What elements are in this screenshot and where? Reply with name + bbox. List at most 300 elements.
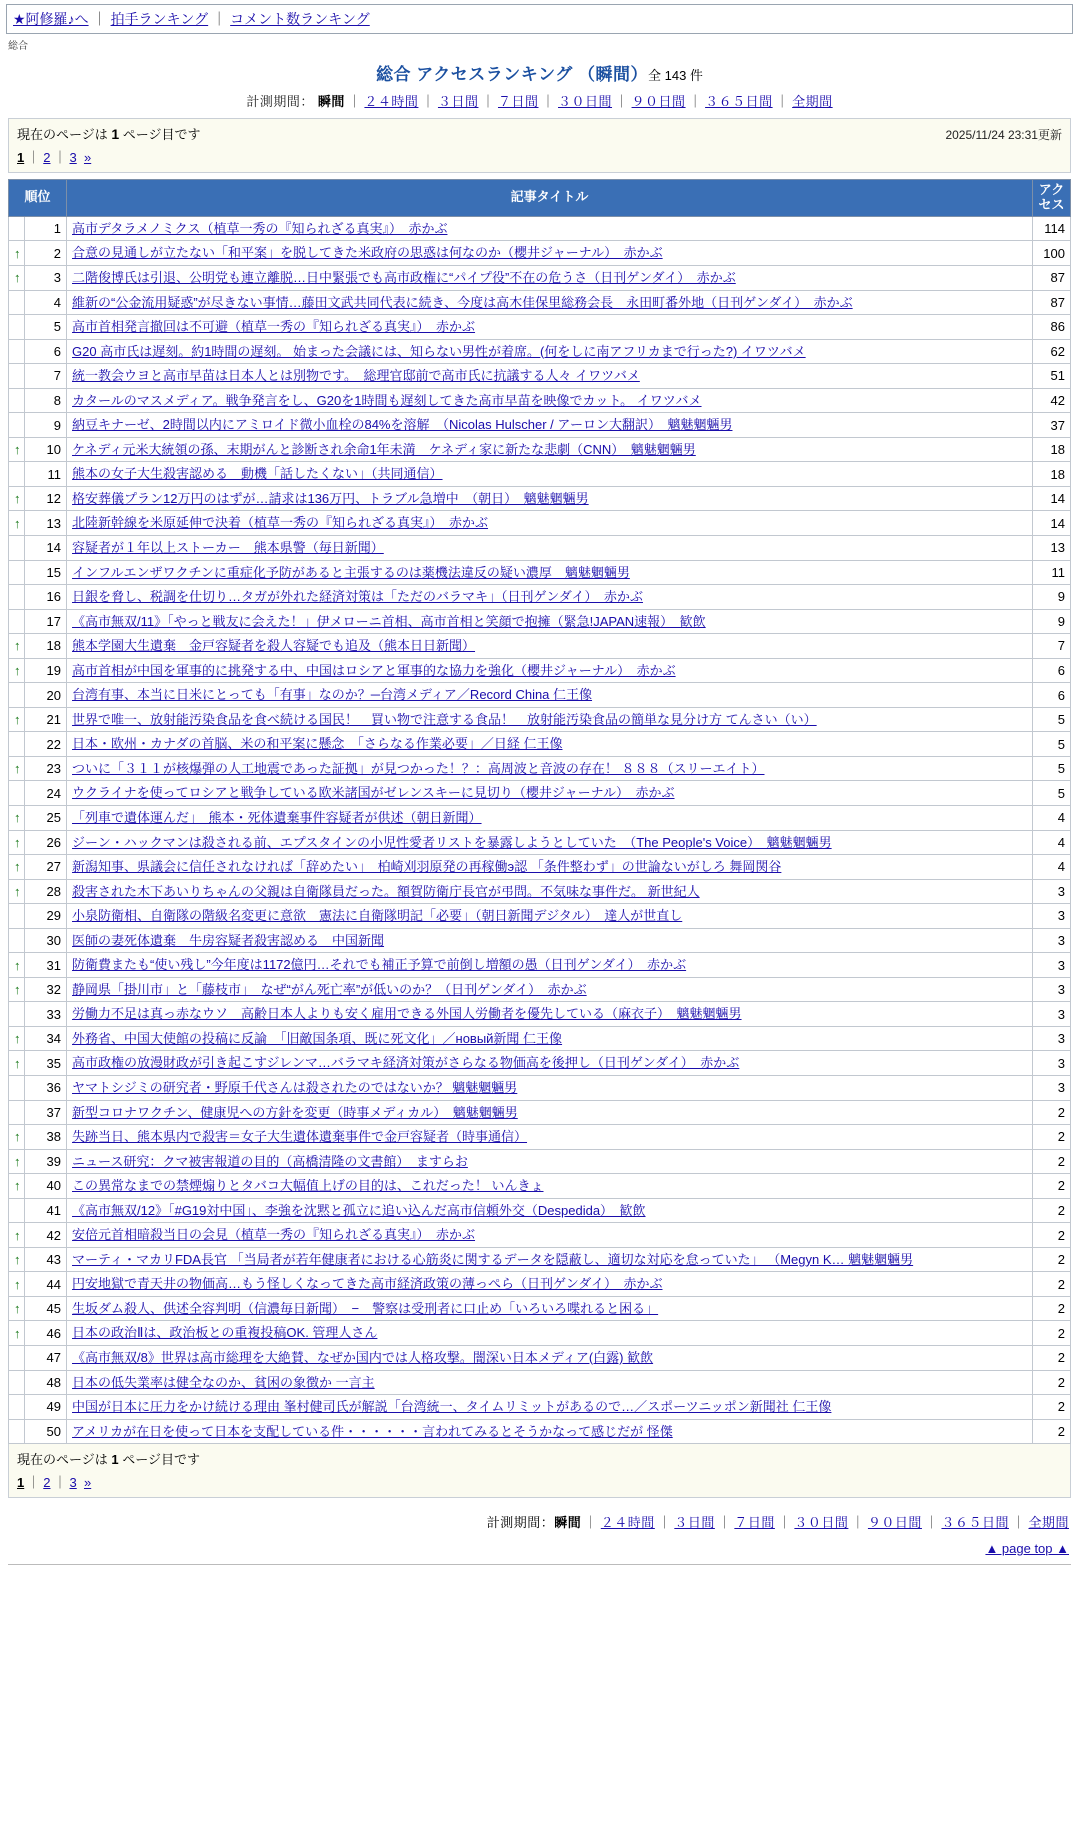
table-row [9,486,1071,511]
table-row [9,241,1071,266]
table-row [9,265,1071,290]
rank-number: 32 [25,977,67,1002]
article-title-cell [67,707,1033,732]
rank-number: 23 [25,756,67,781]
access-count: 3 [1033,1026,1071,1051]
period-selector-top[interactable] [0,91,1079,110]
access-count: 3 [1033,977,1071,1002]
access-count: 2 [1033,1100,1071,1125]
bottom-divider [8,1564,1071,1565]
access-count: 87 [1033,290,1071,315]
home-link[interactable]: ★阿修羅♪へ [13,11,89,27]
period-option-30d[interactable]: ３０日間 [558,94,613,109]
table-row [9,413,1071,438]
table-row [9,315,1071,340]
page-title-wrap [0,60,1079,85]
access-count: 2 [1033,1296,1071,1321]
header-access: アクセス [1033,180,1071,217]
article-title-link[interactable]: 納豆キナーゼ、2時間以内にアミロイド微小血栓の84%を溶解 （Nicolas Hulscher / アーロン大翻訳） 魑魅魍魎男 [72,417,733,433]
access-count: 37 [1033,413,1071,438]
table-row [9,585,1071,610]
header-title: 記事タイトル [67,180,1033,217]
rank-up-arrow-icon: ↑ [9,437,25,462]
article-title-cell [67,634,1033,659]
rank-number: 43 [25,1247,67,1272]
period-option-7d[interactable]: ７日間 [497,94,539,109]
rank-up-arrow-icon [9,1346,25,1371]
ranking-table [8,179,1071,1444]
rank-number: 47 [25,1346,67,1371]
article-title-link[interactable]: 高市デタラメノミクス（植草一秀の『知られざる真実』） 赤かぶ [72,220,448,236]
table-row [9,1223,1071,1248]
table-row [9,511,1071,536]
article-title-cell [67,388,1033,413]
article-title-link[interactable]: 台湾有事、本当に日米にとっても「有事」なのか？─台湾メディア／Record China 仁王像 [72,687,593,703]
current-page-text-bottom [17,1449,1062,1468]
article-title-cell [67,609,1033,634]
rank-number: 36 [25,1076,67,1101]
period-option-90d-bottom[interactable]: ９０日間 [867,1515,922,1531]
article-title-cell [67,585,1033,610]
article-title-cell [67,1198,1033,1223]
rank-up-arrow-icon: ↑ [9,756,25,781]
article-title-link[interactable]: 容疑者が１年以上ストーカー 熊本県警（毎日新聞） [72,539,384,555]
access-count: 2 [1033,1419,1071,1444]
page-3-link[interactable]: 3 [69,150,77,165]
rank-up-arrow-icon: ↑ [9,511,25,536]
article-title-link[interactable]: 安倍元首相暗殺当日の会見（植草一秀の『知られざる真実』） 赤かぶ [72,1227,476,1243]
rank-number: 30 [25,928,67,953]
table-row [9,879,1071,904]
page-1-current: 1 [17,150,25,165]
article-title-link[interactable]: 殺害された木下あいりちゃんの父親は自衛隊員だった。額賀防衛庁長官が弔問。不気味な事件だ。 新世紀人 [72,883,700,899]
article-title-cell [67,1321,1033,1346]
table-row [9,1395,1071,1420]
page-2-link-bottom[interactable]: 2 [43,1475,51,1491]
article-title-cell [67,683,1033,708]
rank-up-arrow-icon [9,1198,25,1223]
table-row [9,1272,1071,1297]
article-title-cell [67,1395,1033,1420]
access-count: 3 [1033,953,1071,978]
access-count: 5 [1033,732,1071,757]
article-title-link[interactable]: 高市政権の放漫財政が引き起こすジレンマ…バラマキ経済対策がさらなる物価高を後押し（日刊ゲンダイ） 赤かぶ [72,1055,740,1071]
article-title-cell [67,1026,1033,1051]
rank-number: 50 [25,1419,67,1444]
access-count: 2 [1033,1321,1071,1346]
period-option-3d-bottom[interactable]: ３日間 [674,1515,715,1531]
rank-up-arrow-icon [9,462,25,487]
article-title-link[interactable]: 日本・欧州・カナダの首脳、米の和平案に懸念 「さらなる作業必要」／日経 仁王像 [72,736,563,752]
article-title-link[interactable]: 「列車で遺体運んだ」 熊本・死体遺棄事件容疑者が供述（朝日新聞） [72,810,482,825]
rank-number: 24 [25,781,67,806]
article-title-link[interactable]: カタールのマスメディア。戦争発言をし、G20を1時間も遅刻してきた高市早苗を映像でカット。 イワツバメ [72,392,702,408]
current-page-number-bottom: 1 [111,1452,119,1468]
article-title-link[interactable]: マーティ・マカリFDA長官 「当局者が若年健康者における心筋炎に関するデータを隠蔽し、適切な対応を怠っていた」 （Megyn K… 魑魅魍魎男 [72,1251,914,1267]
page-2-link[interactable]: 2 [43,150,51,165]
article-title-cell [67,241,1033,266]
rank-number: 34 [25,1026,67,1051]
header-rank: 順位 [9,180,67,217]
rank-up-arrow-icon [9,315,25,340]
article-title-link[interactable]: G20 高市氏は遅刻。約1時間の遅刻。 始まった会議には、知らない男性が着席。(何をしに南アフリカまで行った?) イワツバメ [72,343,806,359]
access-count: 42 [1033,388,1071,413]
access-count: 2 [1033,1247,1071,1272]
rank-number: 21 [25,707,67,732]
rank-up-arrow-icon [9,781,25,806]
rank-up-arrow-icon: ↑ [9,1174,25,1199]
period-option-24h-bottom[interactable]: ２４時間 [600,1515,655,1531]
period-bar: ｜ [347,94,362,109]
table-row [9,1100,1071,1125]
access-count: 4 [1033,806,1071,831]
article-title-link[interactable]: 合意の見通しが立たない「和平案」を脱してきた米政府の思惑は何なのか（櫻井ジャーナル） 赤かぶ [72,245,663,261]
article-title-cell [67,756,1033,781]
rank-up-arrow-icon: ↑ [9,707,25,732]
table-row [9,1198,1071,1223]
total-count: 全 143 件 [648,68,703,83]
article-title-cell [67,486,1033,511]
rank-number: 13 [25,511,67,536]
period-bar: ｜ [421,94,435,109]
period-current: 瞬間 [317,94,345,109]
access-count: 14 [1033,511,1071,536]
rank-number: 45 [25,1296,67,1321]
period-option-all[interactable]: 全期間 [792,94,833,109]
article-title-link[interactable]: 世界で唯一、放射能汚染食品を食べ続ける国民！ 買い物で注意する食品！ 放射能汚染食品の簡単な見分け方 てんさい（い） [72,711,817,727]
article-title-cell [67,535,1033,560]
article-title-cell [67,1051,1033,1076]
table-row [9,535,1071,560]
period-bar: ｜ [688,94,703,109]
table-row [9,290,1071,315]
article-title-cell [67,1100,1033,1125]
access-count: 5 [1033,707,1071,732]
article-title-link[interactable]: 熊本学園大生遺棄 金戸容疑者を殺人容疑でも追及（熊本日日新聞） [72,638,476,654]
access-count: 14 [1033,486,1071,511]
table-row [9,1026,1071,1051]
rank-up-arrow-icon [9,1076,25,1101]
rank-up-arrow-icon: ↑ [9,1051,25,1076]
rank-up-arrow-icon: ↑ [9,1296,25,1321]
article-title-link[interactable]: 失跡当日、熊本県内で殺害＝女子大生遺体遺棄事件で金戸容疑者（時事通信） [72,1129,528,1145]
period-selector-bottom[interactable] [0,1512,1069,1531]
page-bar: ｜ [53,150,67,165]
current-page-text [17,124,201,143]
rank-number: 10 [25,437,67,462]
table-row [9,437,1071,462]
rank-number: 37 [25,1100,67,1125]
rank-number: 25 [25,806,67,831]
article-title-link[interactable]: ニュース研究：クマ被害報道の目的（高橋清隆の文書館） ますらお [72,1153,468,1169]
article-title-cell [67,1296,1033,1321]
page-next-link-bottom[interactable]: » [83,1475,92,1491]
article-title-link[interactable]: 格安葬儀プラン12万円のはずが…請求は136万円、トラブル急増中 （朝日） 魑魅魍魎男 [72,490,589,506]
rank-up-arrow-icon [9,1395,25,1420]
rank-number: 12 [25,486,67,511]
table-row [9,928,1071,953]
access-count: 2 [1033,1272,1071,1297]
rank-number: 5 [25,315,67,340]
access-count: 2 [1033,1395,1071,1420]
rank-up-arrow-icon: ↑ [9,241,25,266]
rank-number: 4 [25,290,67,315]
rank-up-arrow-icon: ↑ [9,1149,25,1174]
rank-up-arrow-icon [9,413,25,438]
access-count: 5 [1033,781,1071,806]
period-option-24h[interactable]: ２４時間 [364,94,419,109]
current-page-post: ページ目です [122,127,201,142]
article-title-link[interactable]: アメリカが在日を使って日本を支配している件・・・・・・言われてみるとそうかなって感じだが 怪傑 [72,1423,673,1439]
nav-link-comment-ranking[interactable]: コメント数ランキング [230,11,370,27]
access-count: 13 [1033,535,1071,560]
article-title-link[interactable]: 日銀を脅し、税調を仕切り…タガが外れた経済対策は「ただのバラマキ」（日刊ゲンダイ） 赤かぶ [72,589,643,605]
article-title-cell [67,560,1033,585]
updated-timestamp: 2025/11/24 23:31更新 [945,128,1062,142]
article-title-link[interactable]: 労働力不足は真っ赤なウソ 高齢日本人よりも安く雇用できる外国人労働者を優先している（麻衣子） 魑魅魍魎男 [72,1006,742,1022]
access-count: 9 [1033,585,1071,610]
period-option-3d[interactable]: ３日間 [437,94,479,109]
article-title-link[interactable]: 中国が日本に圧力をかけ続ける理由 峯村健司氏が解説「台湾統一、タイムリミットがあるので…／スポーツニッポン新聞社 仁王像 [72,1399,832,1415]
access-count: 114 [1033,216,1071,241]
table-row [9,339,1071,364]
article-title-cell [67,1174,1033,1199]
period-bar: ｜ [717,1515,732,1531]
rank-up-arrow-icon: ↑ [9,1321,25,1346]
article-title-link[interactable]: 防衛費またも“使い残し”今年度は1172億円…それでも補正予算で前倒し増額の愚（日刊ゲンダイ） 赤かぶ [72,957,687,973]
table-row [9,707,1071,732]
rank-number: 1 [25,216,67,241]
nav-separator-1: ｜ [92,11,107,27]
top-navigation-bar[interactable] [6,4,1073,34]
article-title-link[interactable]: 《高市無双/8》世界は高市総理を大絶賛、なぜか国内では人格攻撃。闇深い日本メディア(白露) 歓飲 [72,1350,654,1366]
rank-number: 22 [25,732,67,757]
article-title-link[interactable]: 円安地獄で青天井の物価高…もう怪しくなってきた高市経済政策の薄っぺら（日刊ゲンダイ） 赤かぶ [72,1276,663,1292]
rank-up-arrow-icon: ↑ [9,1026,25,1051]
rank-number: 28 [25,879,67,904]
period-option-365d[interactable]: ３６５日間 [705,94,773,109]
rank-number: 15 [25,560,67,585]
article-title-cell [67,1247,1033,1272]
article-title-cell [67,1002,1033,1027]
article-title-link[interactable]: 外務省、中国大使館の投稿に反論 「旧敵国条項、既に死文化」／новый新聞 仁王像 [72,1030,563,1046]
table-row [9,658,1071,683]
article-title-link[interactable]: ついに「３１１が核爆弾の人工地震であった証拠」が見つかった！？：高周波と音波の存在！ ８８８（スリーエイト） [72,760,765,776]
nav-separator-2: ｜ [212,11,227,27]
article-title-link[interactable]: ヤマトシジミの研究者・野原千代さんは殺されたのではないか？ 魑魅魍魎男 [72,1080,518,1096]
table-row [9,364,1071,389]
article-title-cell [67,855,1033,880]
access-count: 3 [1033,1076,1071,1101]
rank-number: 8 [25,388,67,413]
rank-number: 41 [25,1198,67,1223]
rank-number: 29 [25,904,67,929]
table-row [9,1076,1071,1101]
rank-up-arrow-icon [9,904,25,929]
table-row [9,462,1071,487]
pagination-top[interactable] [17,147,1062,166]
period-bar: ｜ [777,1515,792,1531]
access-count: 2 [1033,1223,1071,1248]
article-title-link[interactable]: 医師の妻死体遺棄 牛房容疑者殺害認める 中国新聞 [72,932,385,948]
page-bar: ｜ [27,1475,41,1491]
access-count: 2 [1033,1198,1071,1223]
access-count: 87 [1033,265,1071,290]
access-count: 2 [1033,1149,1071,1174]
article-title-link[interactable]: 《高市無双/11》「やっと戦友に会えた！」伊メローニ首相、高市首相と笑顔で抱擁（緊急!JAPAN速報） 歓飲 [72,613,706,629]
access-count: 3 [1033,1051,1071,1076]
article-title-link[interactable]: 《高市無双/12》「#G19対中国」、李強を沈黙と孤立に追い込んだ高市信頼外交（Despedida） 歓飲 [72,1202,646,1218]
article-title-link[interactable]: 新型コロナワクチン、健康児への方針を変更（時事メディカル） 魑魅魍魎男 [72,1104,518,1120]
current-page-post-bottom: ページ目です [122,1452,200,1468]
rank-up-arrow-icon [9,364,25,389]
period-bar: ｜ [541,94,556,109]
rank-up-arrow-icon: ↑ [9,1125,25,1150]
page-next-link[interactable]: » [83,150,92,165]
table-row [9,216,1071,241]
period-option-365d-bottom[interactable]: ３６５日間 [941,1515,1009,1531]
article-title-link[interactable]: 新潟知事、県議会に信任されなければ「辞めたい」 柏崎刈羽原発の再稼働э認 「条件整わず」の世論ないがしろ 舞岡関谷 [72,859,782,875]
table-row [9,1321,1071,1346]
current-page-pre-bottom: 現在のページは [17,1452,108,1468]
rank-up-arrow-icon [9,560,25,585]
period-option-7d-bottom[interactable]: ７日間 [734,1515,775,1531]
article-title-link[interactable]: 北陸新幹線を米原延伸で決着（植草一秀の『知られざる真実』） 赤かぶ [72,515,489,531]
table-row [9,1346,1071,1371]
period-option-all-bottom[interactable]: 全期間 [1028,1515,1069,1531]
article-title-link[interactable]: 静岡県「掛川市」と「藤枝市」 なぜ“がん死亡率”が低いのか？（日刊ゲンダイ） 赤かぶ [72,981,587,997]
current-page-number: 1 [111,126,120,142]
rank-number: 31 [25,953,67,978]
rank-number: 38 [25,1125,67,1150]
article-title-cell [67,928,1033,953]
rank-up-arrow-icon: ↑ [9,1272,25,1297]
access-count: 18 [1033,437,1071,462]
access-count: 4 [1033,830,1071,855]
article-title-cell [67,216,1033,241]
table-row [9,1370,1071,1395]
article-title-cell [67,413,1033,438]
rank-up-arrow-icon: ↑ [9,855,25,880]
page-1-current-bottom: 1 [17,1475,25,1491]
rank-up-arrow-icon: ↑ [9,830,25,855]
rank-number: 40 [25,1174,67,1199]
rank-up-arrow-icon [9,585,25,610]
article-title-cell [67,781,1033,806]
article-title-link[interactable]: 維新の“公金流用疑惑”が尽きない事情…藤田文武共同代表に続き、今度は高木佳保里総務会長 永田町番外地（日刊ゲンダイ） 赤かぶ [72,294,853,310]
article-title-link[interactable]: インフルエンザワクチンに重症化予防があると主張するのは薬機法違反の疑い濃厚 魑魅魍魎男 [72,564,630,580]
rank-number: 46 [25,1321,67,1346]
article-title-cell [67,1419,1033,1444]
access-count: 51 [1033,364,1071,389]
rank-number: 6 [25,339,67,364]
nav-link-clap-ranking[interactable]: 拍手ランキング [110,11,209,27]
rank-up-arrow-icon: ↑ [9,1247,25,1272]
article-title-link[interactable]: ケネディ元米大統領の孫、末期がんと診断され余命1年未満 ケネディ家に新たな悲劇（CNN） 魑魅魍魎男 [72,441,696,457]
page-title: 総合 アクセスランキング （瞬間） [376,65,648,84]
article-title-cell [67,437,1033,462]
article-title-link[interactable]: 高市首相発言撤回は不可避（植草一秀の『知られざる真実』） 赤かぶ [72,319,476,335]
page-info-box-top [8,118,1071,173]
article-title-cell [67,879,1033,904]
table-row [9,977,1071,1002]
article-title-link[interactable]: この異常なまでの禁煙煽りとタバコ大幅值上げの目的は、これだった！ いんきょ [72,1178,544,1194]
article-title-cell [67,315,1033,340]
article-title-link[interactable]: 統一教会ウヨと高市早苗は日本人とは別物です。 総理官邸前で高市氏に抗議する人々 イワツバメ [72,368,640,384]
table-row [9,683,1071,708]
rank-up-arrow-icon [9,339,25,364]
period-bar: ｜ [924,1515,939,1531]
pagination-bottom[interactable] [17,1472,1062,1491]
period-bar: ｜ [851,1515,865,1531]
rank-up-arrow-icon [9,216,25,241]
access-count: 2 [1033,1346,1071,1371]
rank-number: 42 [25,1223,67,1248]
table-row [9,1419,1071,1444]
access-count: 5 [1033,756,1071,781]
rank-up-arrow-icon: ↑ [9,265,25,290]
page-info-box-bottom [8,1444,1071,1498]
rank-up-arrow-icon: ↑ [9,634,25,659]
article-title-link[interactable]: ウクライナを使ってロシアと戦争している欧米諸国がゼレンスキーに見切り（櫻井ジャーナル） 赤かぶ [72,785,675,801]
article-title-cell [67,1272,1033,1297]
page-3-link-bottom[interactable]: 3 [69,1475,77,1491]
article-title-link[interactable]: 二階俊博氏は引退、公明党も連立離脱…日中緊張でも高市政権に“パイプ役”不在の危うさ（日刊ゲンダイ） 赤かぶ [72,269,736,285]
rank-up-arrow-icon [9,290,25,315]
access-count: 11 [1033,560,1071,585]
article-title-cell [67,1125,1033,1150]
article-title-link[interactable]: 生坂ダム殺人、供述全容判明（信濃毎日新聞） − 警察は受刑者に口止め「いろいろ喋れると困る」 [72,1300,659,1316]
article-title-cell [67,462,1033,487]
period-option-90d[interactable]: ９０日間 [631,94,686,109]
article-title-link[interactable]: 日本の政治Ⅱは、政治板との重複投稿OK. 管理人さん [72,1325,378,1341]
table-row [9,1247,1071,1272]
article-title-link[interactable]: 小泉防衛相、自衛隊の階級名変更に意欲 憲法に自衛隊明記「必要」（朝日新聞デジタル） 達人が世直し [72,908,683,924]
article-title-link[interactable]: ジーン・ハックマンは殺される前、エプスタインの小児性愛者リストを暴露しようとしていた （The People's Voice） 魑魅魍魎男 [72,834,832,850]
article-title-cell [67,953,1033,978]
rank-number: 18 [25,634,67,659]
access-count: 9 [1033,609,1071,634]
rank-up-arrow-icon: ↑ [9,658,25,683]
article-title-link[interactable]: 高市首相が中国を軍事的に挑発する中、中国はロシアと軍事的な協力を強化（櫻井ジャーナル） 赤かぶ [72,662,676,678]
table-row [9,904,1071,929]
article-title-cell [67,1149,1033,1174]
access-count: 2 [1033,1370,1071,1395]
table-row [9,732,1071,757]
period-option-30d-bottom[interactable]: ３０日間 [794,1515,849,1531]
rank-up-arrow-icon [9,928,25,953]
access-count: 6 [1033,658,1071,683]
article-title-cell [67,290,1033,315]
article-title-cell [67,1076,1033,1101]
article-title-link[interactable]: 熊本の女子大生殺害認める 動機「話したくない」（共同通信） [72,466,443,482]
table-row [9,1296,1071,1321]
access-count: 100 [1033,241,1071,266]
rank-number: 26 [25,830,67,855]
table-row [9,855,1071,880]
page-bar: ｜ [27,150,41,165]
table-header-row [9,180,1071,217]
article-title-cell [67,265,1033,290]
page-bar: ｜ [53,1475,67,1491]
rank-up-arrow-icon [9,388,25,413]
article-title-link[interactable]: 日本の低失業率は健全なのか、貧困の象徴か 一言主 [72,1374,375,1390]
current-page-pre: 現在のページは [17,127,108,142]
access-count: 3 [1033,879,1071,904]
page-top-link[interactable]: ▲ page top ▲ [985,1541,1069,1557]
table-row [9,1174,1071,1199]
article-title-cell [67,904,1033,929]
